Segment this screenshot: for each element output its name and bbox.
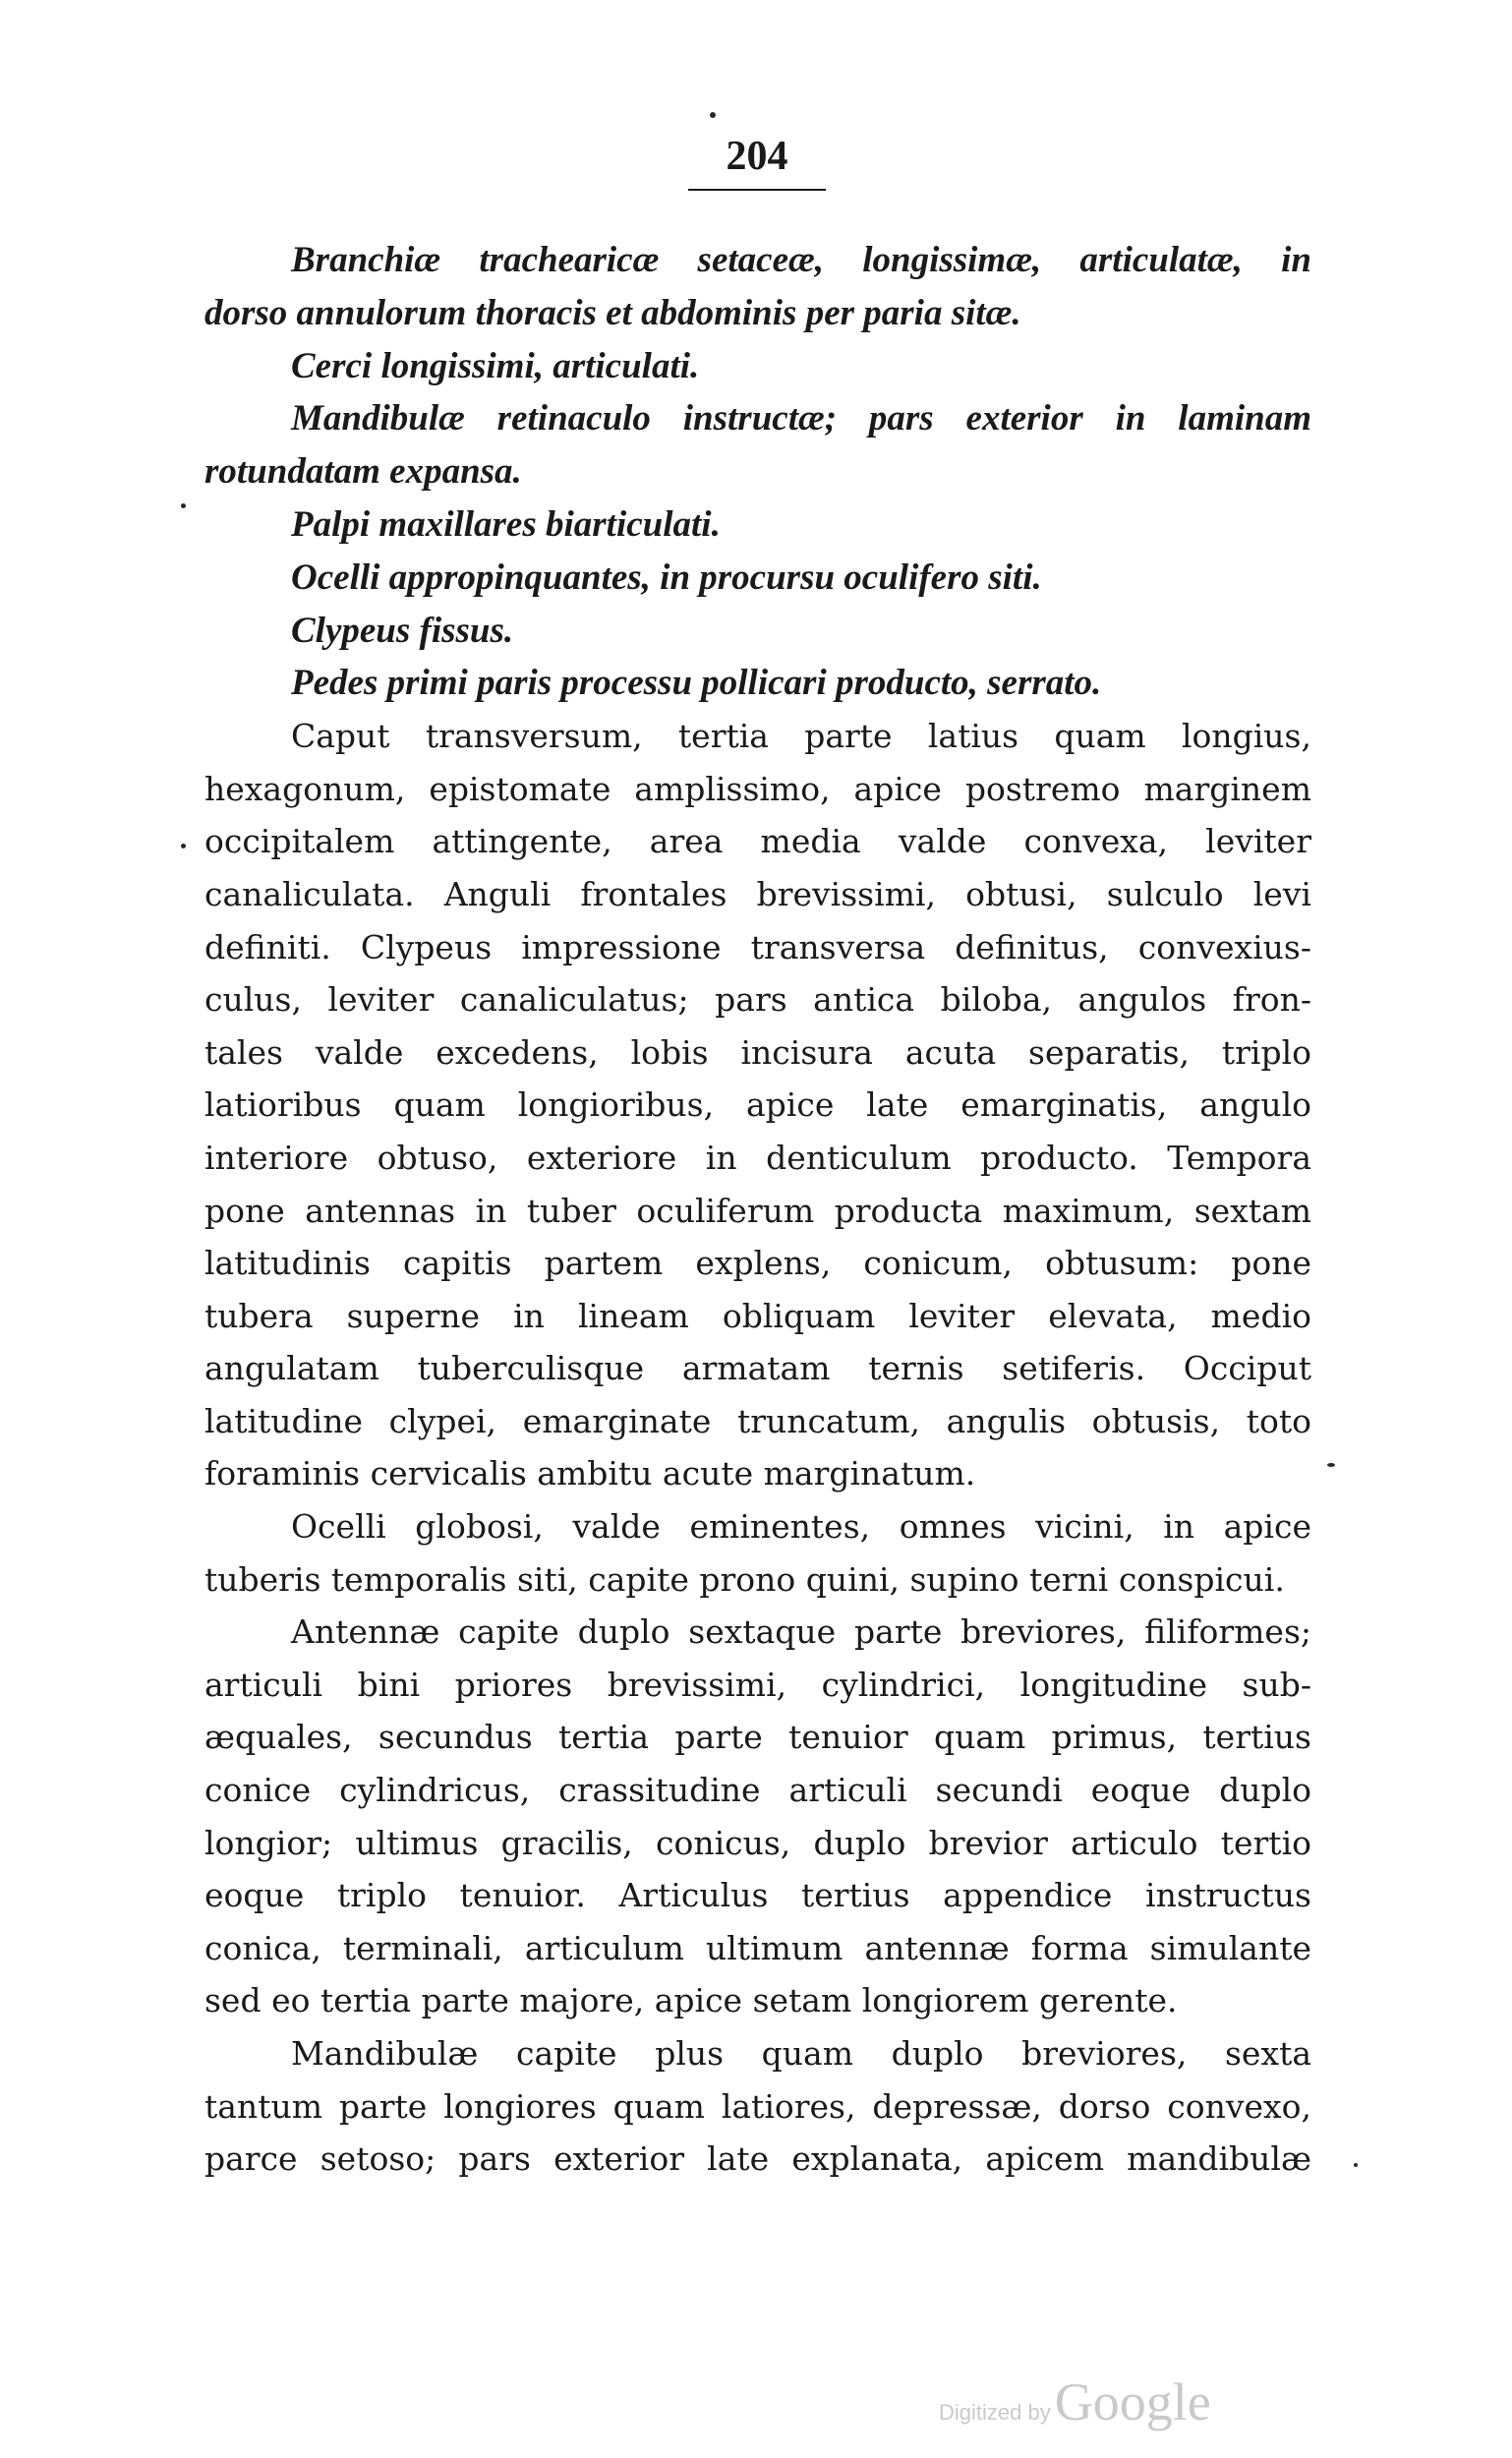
scan-speck <box>181 503 186 508</box>
text-line: pone antennas in tuber oculiferum producta maximum, sextam <box>204 1191 1311 1230</box>
text-line: canaliculata. Anguli frontales brevissimi, obtusi, sulculo levi <box>204 874 1311 913</box>
text-line: hexagonum, epistomate amplissimo, apice postremo marginem <box>204 769 1311 808</box>
text-line: conice cylindricus, crassitudine articuli secundi eoque duplo <box>204 1771 1311 1810</box>
page-number: 204 <box>688 136 826 191</box>
scan-speck <box>1354 2163 1358 2167</box>
diagnosis-line: Clypeus fissus. <box>291 610 514 651</box>
text-line: Caput transversum, tertia parte latius quam longius, <box>291 717 1311 756</box>
diagnosis-line: Pedes primi paris processu pollicari producto, serrato. <box>291 663 1102 704</box>
text-line: latitudine clypei, emarginate truncatum, angulis obtusis, toto <box>204 1401 1311 1440</box>
paragraph-ocelli <box>204 1500 1311 1606</box>
scan-speck <box>181 844 186 849</box>
diagnosis-line: Palpi maxillares biarticulati. <box>291 503 721 545</box>
text-line: sed eo tertia parte majore, apice setam longiorem gerente. <box>204 1981 1178 2020</box>
text-line: tuberis temporalis siti, capite prono quini, supino terni conspicui. <box>204 1559 1285 1599</box>
text-line: culus, leviter canaliculatus; pars antica biloba, angulos fron- <box>204 980 1311 1020</box>
text-line: longior; ultimus gracilis, conicus, duplo brevior articulo tertio <box>204 1823 1311 1862</box>
paragraph-mandibulae <box>204 2027 1311 2186</box>
text-column <box>204 234 1311 2186</box>
text-line: eoque triplo tenuior. Articulus tertius appendice instructus <box>204 1876 1311 1915</box>
text-line: conica, terminali, articulum ultimum antennæ forma simulante <box>204 1928 1311 1967</box>
diagnosis-line: Ocelli appropinquantes, in procursu oculifero siti. <box>291 556 1042 598</box>
scan-speck <box>1327 1463 1335 1467</box>
paragraph-caput <box>204 710 1311 1500</box>
text-line: angulatam tuberculisque armatam ternis setiferis. Occiput <box>204 1349 1311 1388</box>
text-line: definiti. Clypeus impressione transversa definitus, convexius- <box>204 927 1311 966</box>
text-line: Ocelli globosi, valde eminentes, omnes vicini, in apice <box>291 1507 1311 1547</box>
text-line: latioribus quam longioribus, apice late emarginatis, angulo <box>204 1085 1311 1125</box>
paragraph-antennae <box>204 1606 1311 2027</box>
text-line: Antennæ capite duplo sextaque parte breviores, filiformes; <box>291 1612 1311 1652</box>
text-line: occipitalem attingente, area media valde convexa, leviter <box>204 822 1311 861</box>
text-line: tales valde excedens, lobis incisura acuta separatis, triplo <box>204 1032 1311 1072</box>
text-line: foraminis cervicalis ambitu acute marginatum. <box>204 1454 976 1493</box>
scan-speck <box>710 112 716 118</box>
text-line: tantum parte longiores quam latiores, depressæ, dorso convexo, <box>204 2086 1311 2126</box>
diagnosis-line: dorso annulorum thoracis et abdominis per paria sitæ. <box>204 292 1021 333</box>
genus-diagnosis <box>204 234 1311 710</box>
google-logo: Google <box>1054 2372 1211 2431</box>
text-line: tubera superne in lineam obliquam leviter elevata, medio <box>204 1296 1311 1335</box>
digitized-by-google-watermark <box>939 2371 1253 2440</box>
text-line: articuli bini priores brevissimi, cylindrici, longitudine sub- <box>204 1665 1311 1704</box>
diagnosis-line: Branchiæ trachearicæ setaceæ, longissimæ, articulatæ, in <box>291 240 1311 280</box>
text-line: parce setoso; pars exterior late explanata, apicem mandibulæ <box>204 2139 1311 2179</box>
diagnosis-line: Cerci longissimi, articulati. <box>291 345 700 386</box>
diagnosis-line: Mandibulæ retinaculo instructæ; pars exterior in laminam <box>291 398 1311 439</box>
diagnosis-line: rotundatam expansa. <box>204 451 522 493</box>
text-line: æquales, secundus tertia parte tenuior quam primus, tertius <box>204 1718 1311 1757</box>
text-line: latitudinis capitis partem explens, conicum, obtusum: pone <box>204 1244 1311 1283</box>
text-line: interiore obtuso, exteriore in denticulum producto. Tempora <box>204 1138 1311 1177</box>
watermark-prefix: Digitized by <box>939 2400 1051 2425</box>
text-line: Mandibulæ capite plus quam duplo breviores, sexta <box>291 2034 1311 2074</box>
